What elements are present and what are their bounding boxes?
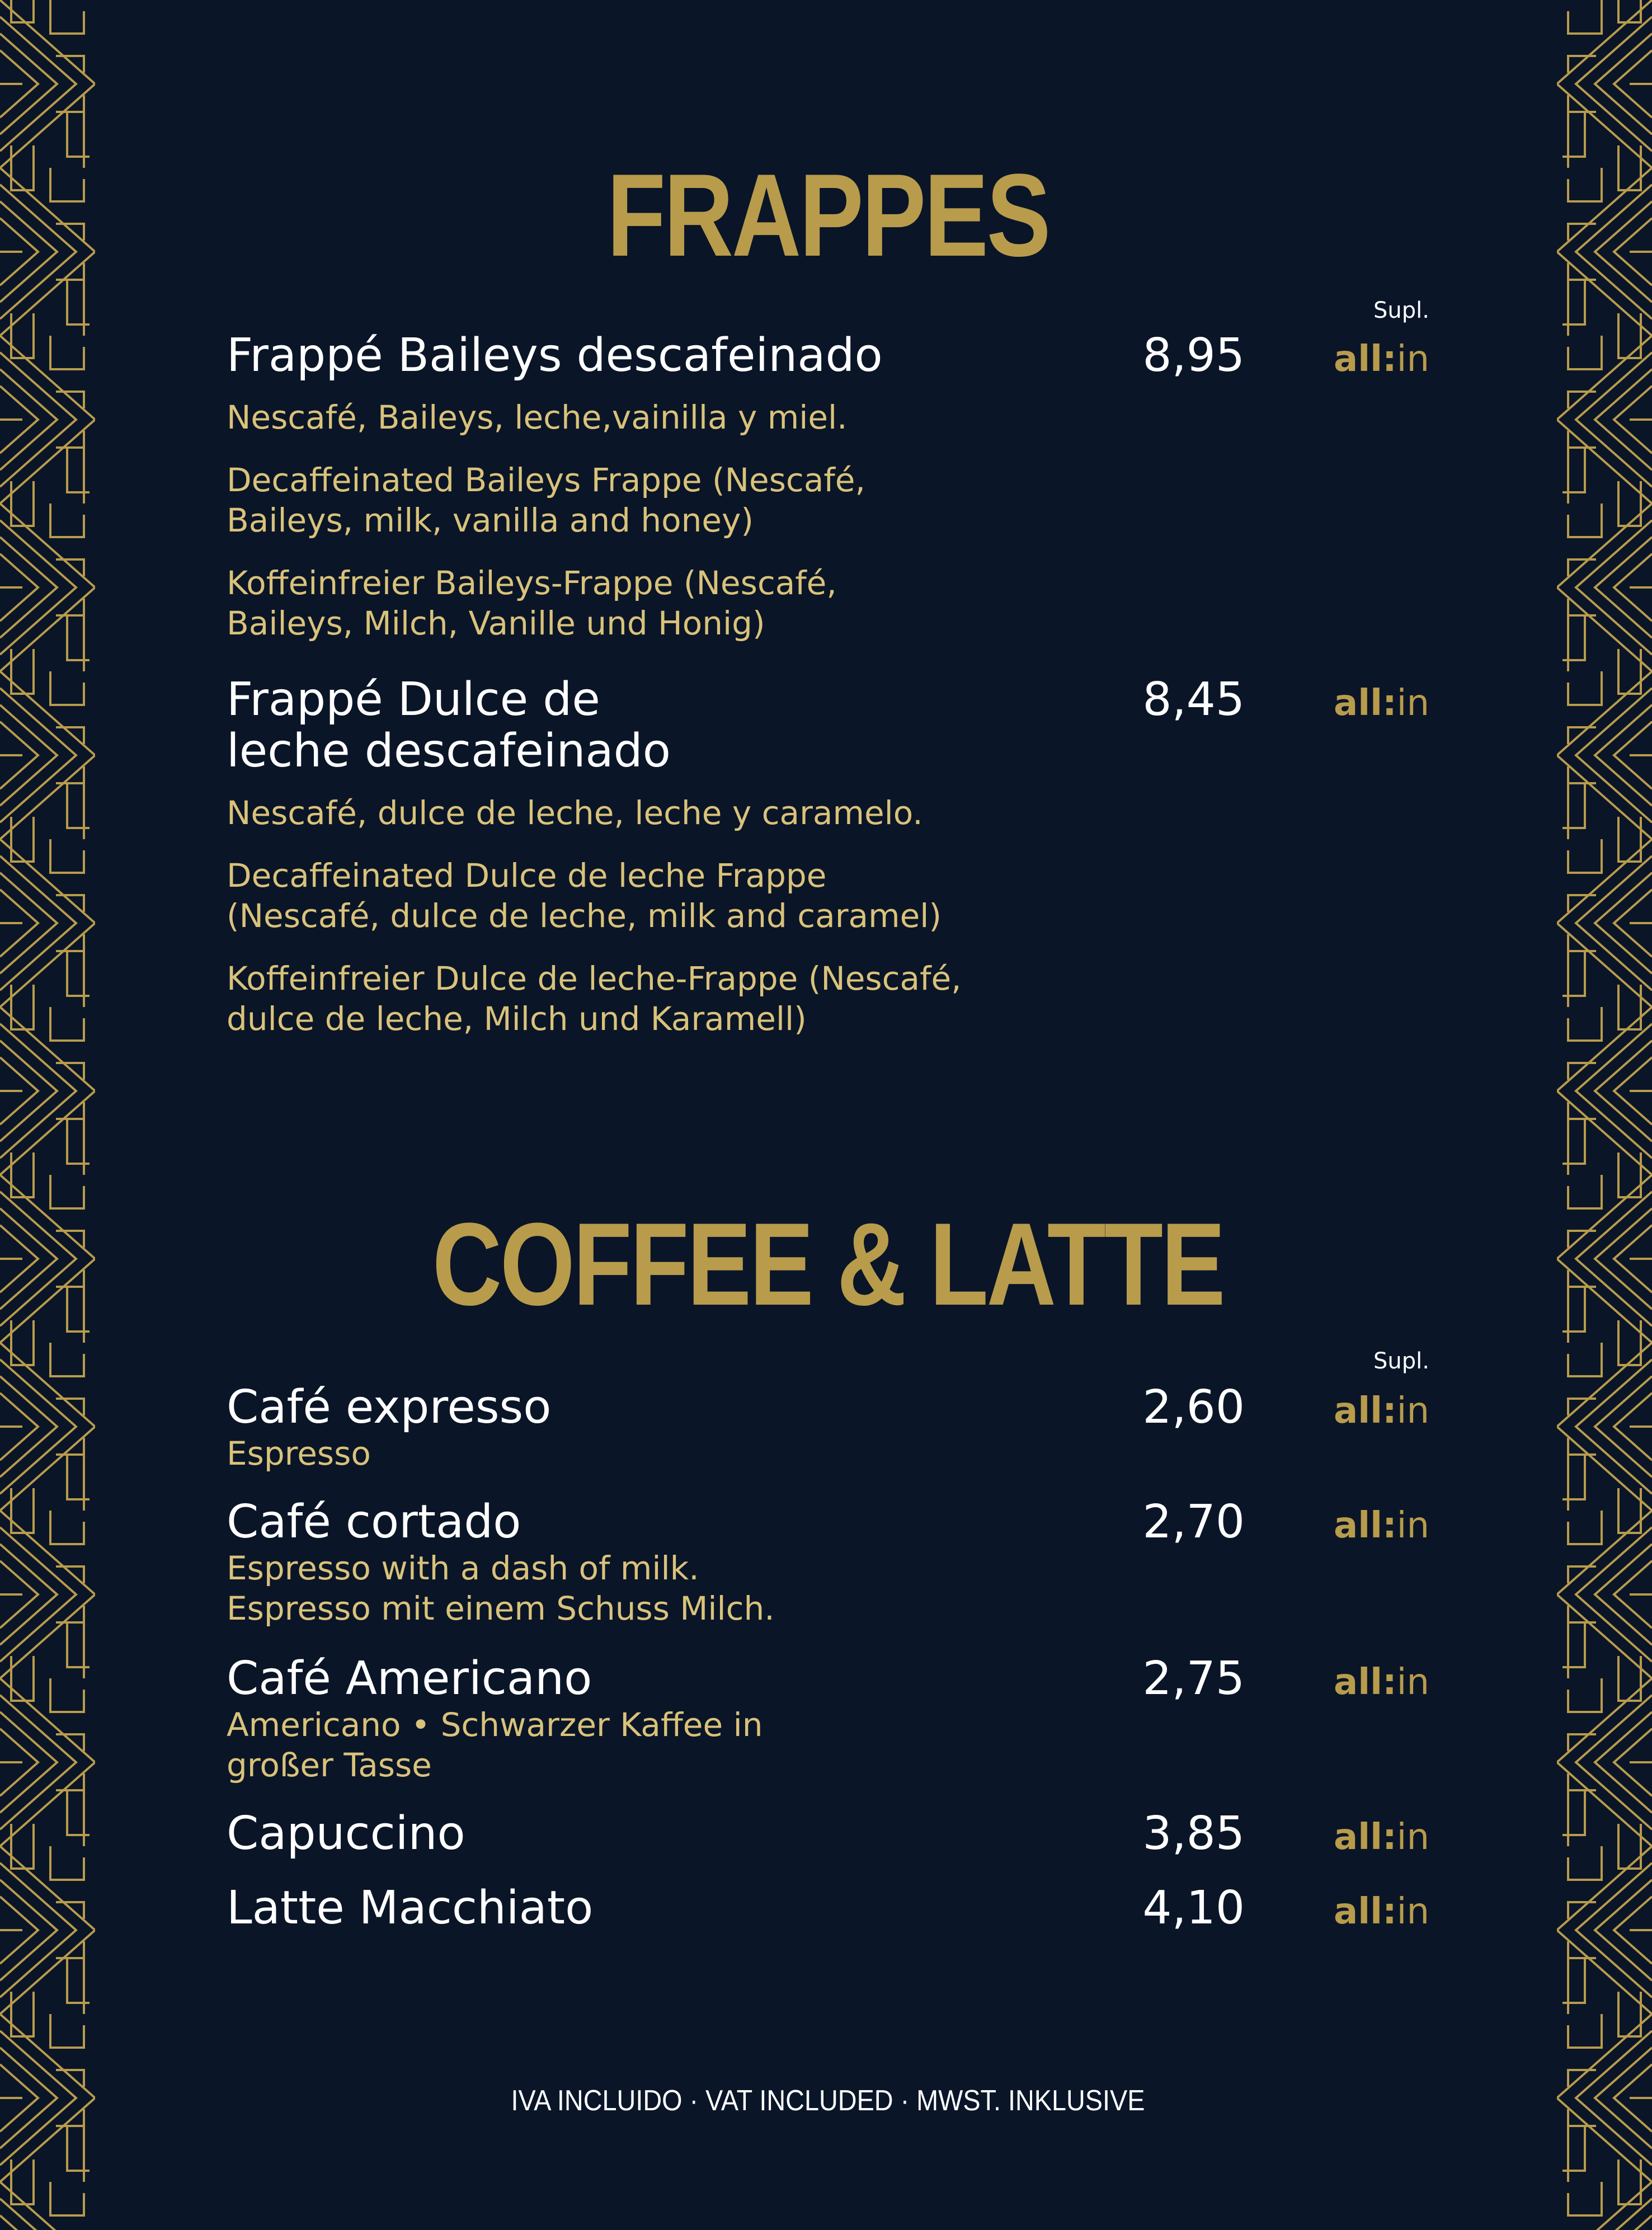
item-name: Frappé Baileys descafeinado [227,329,883,382]
geometric-pattern-icon [0,0,95,2230]
all-in-tag: all:in [1334,1662,1429,1703]
item-description: Espresso with a dash of milk. Espresso mit einem Schuss Milch. [227,1549,775,1627]
item-name: Café expresso [227,1381,552,1434]
item-price: 2,60 [1142,1381,1245,1434]
item-price: 2,70 [1142,1495,1245,1549]
item-description: Americano • Schwarzer Kaffee in großer Tasse [227,1706,763,1784]
supl-label: Supl. [1373,298,1429,323]
item-description: Koffeinfreier Dulce de leche-Frappe (Nescafé, dulce de leche, Milch und Karamell) [227,959,962,1038]
item-price: 8,95 [1142,329,1245,382]
all-in-tag: all:in [1334,1505,1429,1546]
item-name: Capuccino [227,1807,465,1860]
item-price: 3,85 [1142,1807,1245,1860]
geometric-pattern-icon [1557,0,1652,2230]
item-description: Decaffeinated Dulce de leche Frappe (Nescafé, dulce de leche, milk and caramel) [227,857,942,935]
menu-item [227,1382,1429,1474]
menu-item [227,1883,1429,1934]
item-description: Nescafé, Baileys, leche,vainilla y miel. [227,398,848,436]
section-title-coffee-latte: COFFEE & LATTE [432,1198,1224,1330]
item-price: 4,10 [1142,1881,1245,1935]
item-description: Decaffeinated Baileys Frappe (Nescafé, Baileys, milk, vanilla and honey) [227,461,865,539]
item-description: Espresso [227,1434,371,1472]
all-in-tag: all:in [1334,1817,1429,1858]
all-in-tag: all:in [1334,683,1429,724]
supl-label: Supl. [1373,1348,1429,1374]
item-description: Nescafé, dulce de leche, leche y caramelo. [227,794,923,832]
item-name: Frappé Dulce de leche descafeinado [227,673,671,778]
item-description: Koffeinfreier Baileys-Frappe (Nescafé, Baileys, Milch, Vanille und Honig) [227,564,837,642]
menu-content [227,0,1429,2230]
menu-item [227,1653,1429,1785]
vat-footer: IVA INCLUIDO · VAT INCLUDED · MWST. INKLUSIVE [511,2085,1145,2117]
section-title-frappes: FRAPPES [606,149,1049,281]
item-price: 8,45 [1142,673,1245,726]
decorative-border-right [1557,0,1652,2230]
item-name: Latte Macchiato [227,1881,594,1935]
menu-item [227,330,1429,643]
menu-item [227,1497,1429,1629]
decorative-border-left [0,0,95,2230]
all-in-tag: all:in [1334,1390,1429,1432]
menu-item [227,1808,1429,1860]
item-name: Café Americano [227,1652,592,1705]
item-price: 2,75 [1142,1652,1245,1705]
all-in-tag: all:in [1334,1891,1429,1932]
all-in-tag: all:in [1334,338,1429,380]
item-name: Café cortado [227,1495,521,1549]
menu-item [227,674,1429,1039]
